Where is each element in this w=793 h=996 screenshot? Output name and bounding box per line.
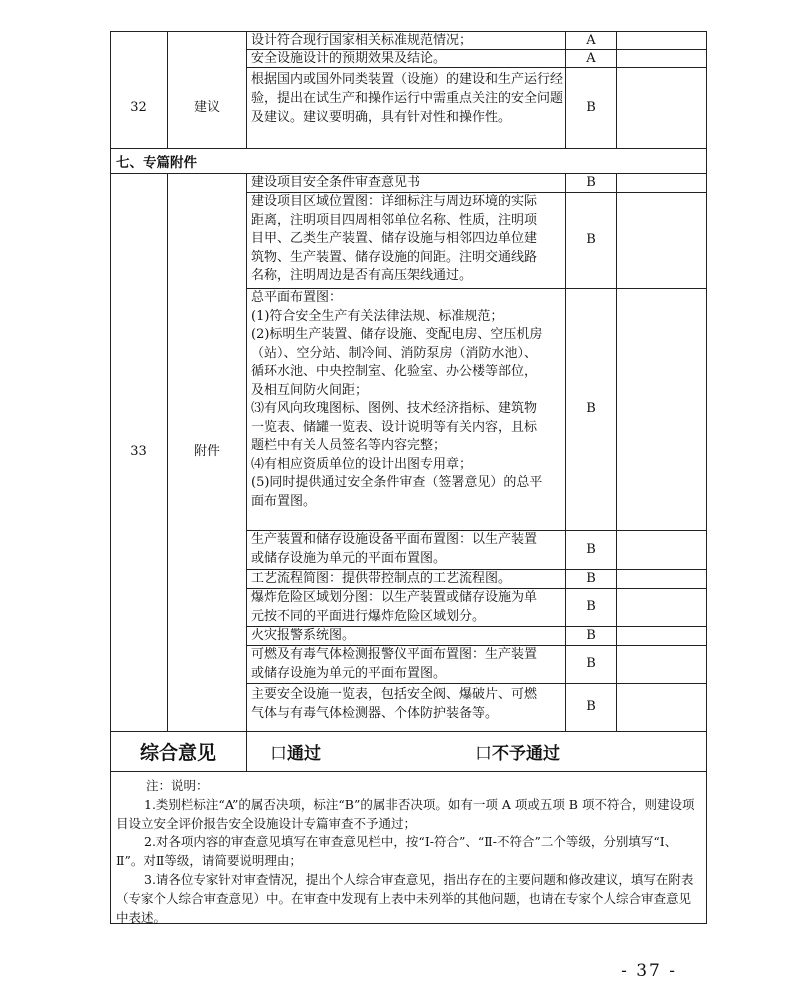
- criteria-text: 建设项目安全条件审查意见书: [251, 175, 421, 190]
- review-table-page: [110, 31, 707, 924]
- category-cell: B: [586, 599, 596, 615]
- checkbox-icon[interactable]: 口: [475, 743, 492, 764]
- criteria-text: 主要安全设施一览表，包括安全阀、爆破片、可燃 气体与有毒气体检测器、个体防护装备等。: [251, 687, 538, 721]
- pass-label: 通过: [287, 743, 321, 764]
- category-cell: B: [586, 699, 596, 715]
- criteria-text: 火灾报警系统图。: [251, 628, 356, 643]
- fail-label: 不予通过: [492, 743, 560, 764]
- category-cell: B: [586, 174, 596, 190]
- note-item: 2.对各项内容的审查意见填写在审查意见栏中，按“Ⅰ-符合”、“Ⅱ-不符合”二个等级，分别填写“Ⅰ、Ⅱ”。对Ⅱ等级，请简要说明理由；: [116, 834, 678, 869]
- category-cell: A: [586, 32, 596, 48]
- item-number: 32: [130, 99, 147, 115]
- criteria-text: 生产装置和储存设施设备平面布置图：以生产装置 或储存设施为单元的平面布置图。: [251, 532, 538, 566]
- category-cell: B: [586, 232, 596, 248]
- category-cell: B: [586, 656, 596, 672]
- summary-label: 综合意见: [139, 741, 216, 764]
- item-name: 附件: [193, 444, 220, 460]
- category-cell: B: [586, 401, 596, 417]
- criteria-text: 可燃及有毒气体检测报警仪平面布置图：生产装置 或储存设施为单元的平面布置图。: [251, 647, 538, 681]
- criteria-text: 建设项目区域位置图：详细标注与周边环境的实际 距离，注明项目四周相邻单位名称、性质，注明项 目甲、乙类生产装置、储存设施与相邻四边单位建 筑物、生产装置、储存设施的间距。注明交通线路 名称，注明周边是否有高压架线通过。: [251, 194, 538, 284]
- note-item: 1.类别栏标注“A”的属否决项，标注“B”的属非否决项。如有一项 A 项或五项 B 项不符合，则建设项目设立安全评价报告安全设施设计专篇审查不予通过；: [116, 796, 695, 831]
- criteria-text: 爆炸危险区域划分图：以生产装置或储存设施为单 元按不同的平面进行爆炸危险区域划分。: [251, 590, 538, 624]
- section-title: 七、专篇附件: [116, 154, 197, 171]
- category-cell: A: [586, 50, 596, 66]
- criteria-text: 设计符合现行国家相关标准规范情况；: [251, 32, 473, 48]
- category-cell: B: [586, 99, 596, 115]
- criteria-text: 工艺流程简图：提供带控制点的工艺流程图。: [251, 571, 512, 586]
- criteria-text: 根据国内或国外同类装置（设施）的建设和生产运行经验，提出在试生产和操作运行中需重点关注的安全问题及建议。建议要明确，具有针对性和操作性。: [251, 72, 564, 125]
- criteria-text: 安全设施设计的预期效果及结论。: [251, 50, 447, 66]
- fail-option[interactable]: [475, 731, 560, 771]
- notes-block: [116, 777, 700, 927]
- category-cell: B: [586, 570, 596, 586]
- category-cell: B: [586, 627, 596, 643]
- checkbox-icon[interactable]: 口: [270, 743, 287, 764]
- notes-heading: 注：说明：: [146, 778, 209, 793]
- page-number: - 37 -: [621, 961, 677, 981]
- category-cell: B: [586, 541, 596, 557]
- criteria-text: 总平面布置图： (1)符合安全生产有关法律法规、标准规范； (2)标明生产装置、储存设施、变配电房、空压机房 （站）、空分站、制冷间、消防泵房（消防水池）、 循环水池、中央控制室、化验室、办公楼等部位， 及相互间防火间距； ⑶有风向玫瑰图标、图例、技术经济指标、建筑物 一览表、储罐一览表、设计说明等有关内容，且标 题栏中有关人员签名等内容完整； ⑷有相应资质单位的设计出图专用章； (5)同时提供通过安全条件审查（签署意见）的总平 面布置图。: [251, 290, 543, 509]
- pass-option[interactable]: [270, 731, 321, 771]
- item-number: 33: [130, 444, 147, 460]
- item-name: 建议: [193, 99, 220, 115]
- note-item: 3.请各位专家针对审查情况，提出个人综合审查意见，指出存在的主要问题和修改建议，填写在附表（专家个人综合审查意见）中。在审查中发现有上表中未列举的其他问题，也请在专家个人综合审查意见中表述。: [116, 871, 694, 925]
